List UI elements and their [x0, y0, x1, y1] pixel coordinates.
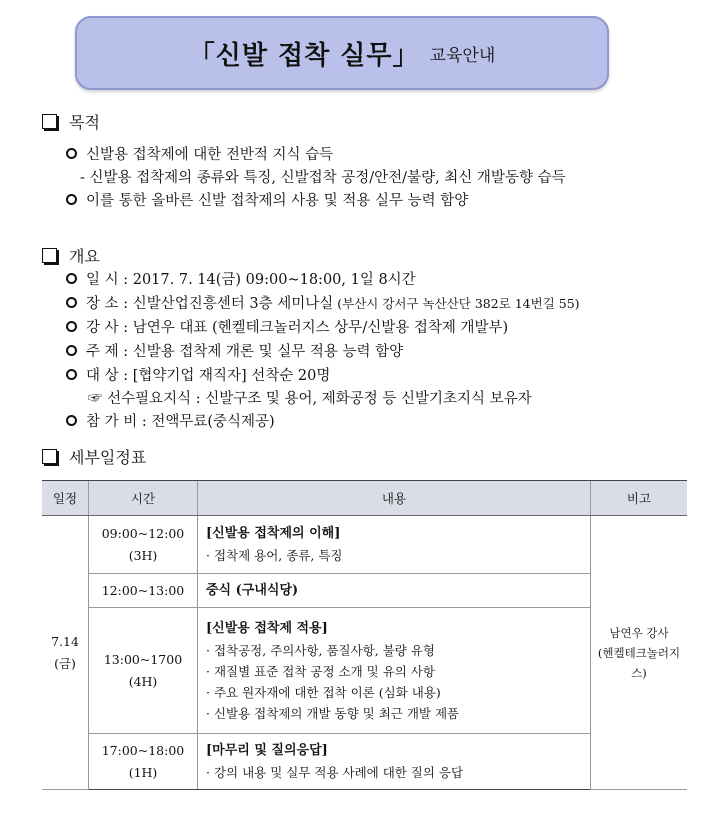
circle-bullet-icon	[66, 345, 77, 356]
header-content: 내용	[198, 481, 591, 516]
overview-text: 강 사 : 남연우 대표 (헨켈테크놀러지스 상무/신발용 접착제 개발부)	[86, 320, 509, 336]
circle-bullet-icon	[66, 369, 77, 380]
table-row	[42, 608, 687, 734]
table-row	[42, 734, 687, 790]
content-bullet: · 재질별 표준 접착 공정 소개 및 유의 사항	[206, 663, 435, 679]
time-cell	[89, 574, 198, 608]
overview-lecturer	[66, 316, 508, 337]
overview-text: 대 상 : [협약기업 재직자] 선착순 20명	[86, 368, 331, 384]
overview-text: 장 소 : 신발산업진흥센터 3층 세미나실	[86, 296, 334, 312]
circle-bullet-icon	[66, 297, 77, 308]
purpose-item-2	[80, 166, 566, 187]
circle-bullet-icon	[66, 148, 77, 159]
section-overview-heading	[42, 244, 100, 267]
content-bullet: · 신발용 접착제의 개발 동향 및 최근 개발 제품	[206, 705, 460, 721]
section-schedule-heading	[42, 445, 146, 468]
checkbox-square-icon	[42, 248, 57, 263]
time-cell	[89, 734, 198, 790]
checkbox-square-icon	[42, 449, 57, 464]
date-text: 7.14	[51, 633, 79, 649]
content-bullet: · 강의 내용 및 실무 적용 사례에 대한 질의 응답	[206, 765, 464, 780]
header-time: 시간	[89, 481, 198, 516]
content-bullet: · 주요 원자재에 대한 접착 이론 (심화 내용)	[206, 684, 441, 700]
header-note: 비고	[591, 481, 688, 516]
purpose-item-1	[66, 143, 333, 164]
table-row	[42, 574, 687, 608]
note-cell	[591, 516, 688, 790]
content-heading: [신발용 접착제의 이해]	[206, 526, 341, 541]
content-cell	[198, 574, 591, 608]
purpose-text: - 신발용 접착제의 종류와 특징, 신발접착 공정/안전/불량, 최신 개발동향 습득	[80, 170, 566, 186]
section-label: 개요	[69, 247, 100, 266]
date-cell	[42, 516, 89, 790]
section-label: 목적	[69, 113, 100, 132]
purpose-item-3	[66, 189, 468, 210]
page-subtitle: 교육안내	[429, 45, 496, 66]
overview-topic	[66, 340, 403, 361]
company-text: (헨켈테크놀러지스)	[597, 645, 681, 680]
table-row	[42, 516, 687, 574]
duration-text: (4H)	[128, 673, 158, 689]
circle-bullet-icon	[66, 415, 77, 426]
time-text: 13:00~1700	[103, 651, 183, 667]
duration-text: (1H)	[128, 764, 158, 780]
content-cell	[198, 516, 591, 574]
circle-bullet-icon	[66, 273, 77, 284]
weekday-text: (금)	[54, 655, 76, 671]
overview-text: ☞ 선수필요지식 : 신발구조 및 용어, 제화공정 등 신발기초지식 보유자	[88, 391, 532, 407]
section-purpose-heading	[42, 110, 100, 133]
section-label: 세부일정표	[69, 448, 147, 467]
circle-bullet-icon	[66, 321, 77, 332]
content-bullet: · 접착제 용어, 종류, 특징	[206, 548, 343, 563]
table-header-row	[42, 481, 687, 516]
purpose-text: 신발용 접착제에 대한 전반적 지식 습득	[86, 147, 334, 163]
lecturer-text: 남연우 강사	[609, 625, 669, 640]
overview-prereq	[88, 387, 532, 408]
content-cell	[198, 734, 591, 790]
duration-text: (3H)	[128, 547, 158, 563]
header-date: 일정	[42, 481, 89, 516]
overview-target	[66, 364, 330, 385]
time-text: 12:00~13:00	[101, 582, 185, 598]
checkbox-square-icon	[42, 114, 57, 129]
time-text: 17:00~18:00	[101, 742, 185, 758]
purpose-text: 이를 통한 올바른 신발 접착제의 사용 및 적용 실무 능력 함양	[86, 193, 469, 209]
content-cell	[198, 608, 591, 734]
overview-date	[66, 268, 416, 289]
page-title: 「신발 접착 실무」	[188, 40, 420, 71]
content-bullet: · 접착공정, 주의사항, 품질사항, 불량 유형	[206, 642, 435, 658]
time-cell	[89, 516, 198, 574]
overview-address: (부산시 강서구 녹산산단 382로 14번길 55)	[337, 295, 580, 311]
time-cell	[89, 608, 198, 734]
content-heading: 중식 (구내식당)	[206, 582, 299, 598]
overview-text: 참 가 비 : 전액무료(중식제공)	[86, 414, 275, 430]
time-text: 09:00~12:00	[101, 525, 185, 541]
content-heading: [신발용 접착제 적용]	[206, 620, 328, 636]
overview-text: 일 시 : 2017. 7. 14(금) 09:00~18:00, 1일 8시간	[86, 272, 416, 288]
schedule-table	[42, 480, 687, 790]
content-heading: [마무리 및 질의응답]	[206, 743, 328, 758]
title-banner	[75, 16, 609, 90]
overview-fee	[66, 410, 275, 431]
overview-text: 주 제 : 신발용 접착제 개론 및 실무 적용 능력 함양	[86, 344, 404, 360]
circle-bullet-icon	[66, 194, 77, 205]
overview-place	[66, 292, 580, 313]
